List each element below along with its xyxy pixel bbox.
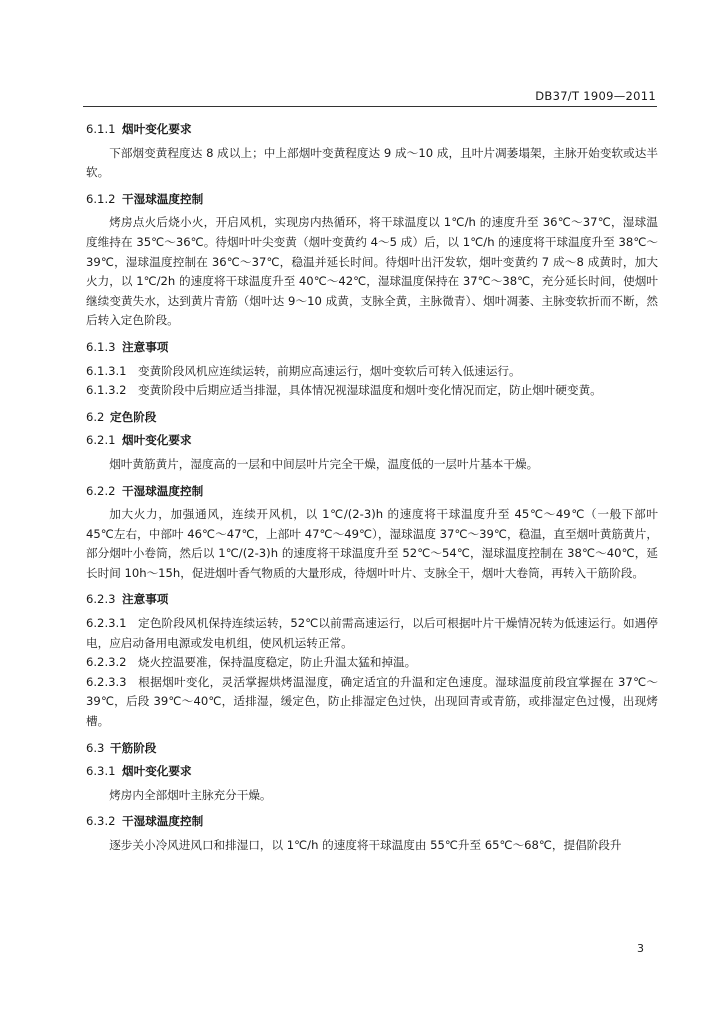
section-heading bbox=[86, 482, 658, 502]
paragraph: 烤房内全部烟叶主脉充分干燥。 bbox=[109, 787, 272, 802]
clause-list bbox=[86, 362, 658, 401]
section-title: 注意事项 bbox=[122, 592, 169, 607]
section-title: 定色阶段 bbox=[110, 409, 157, 424]
section-title: 干湿球温度控制 bbox=[122, 191, 204, 206]
section-number: 6.2.2 bbox=[86, 483, 116, 498]
paragraph: 加大火力，加强通风，连续开风机，以 1℃/(2-3)h 的速度将干球温度升至 45℃～49℃（一般下部叶 45℃左右，中部叶 46℃～47℃，上部叶 47℃～49℃），湿球温度 37℃～39℃，稳温，直至烟叶黄筋黄片，部分烟叶小卷筒，然后以 1℃/(2-3)h 的速度将干球温度升至 52℃～54℃，湿球温度控制在 38℃～40℃，延长时间 10h～15h，促进烟叶香气物质的大量形成，待烟叶叶片、支脉全干，烟叶大卷筒，再转入干筋阶段。 bbox=[86, 507, 658, 580]
paragraph: 下部烟变黄程度达 8 成以上；中上部烟叶变黄程度达 9 成～10 成，且叶片凋萎塌架，主脉开始变软或达半软。 bbox=[86, 145, 658, 180]
section-heading bbox=[86, 762, 658, 782]
header-rule bbox=[83, 106, 657, 107]
section-heading bbox=[86, 408, 658, 428]
section-number: 6.2.1 bbox=[86, 433, 116, 448]
section-title: 干筋阶段 bbox=[110, 740, 157, 755]
section-number: 6.2 bbox=[86, 409, 105, 424]
section-number: 6.3 bbox=[86, 740, 105, 755]
section-heading bbox=[86, 190, 658, 210]
clause-text: 根据烟叶变化，灵活掌握烘烤温湿度，确定适宜的升温和定色速度。湿球温度前段宜掌握在 37℃～39℃，后段 39℃～40℃，适排湿，缓定色，防止排湿定色过快，出现回青或青筋，或排湿定色过慢，出现烤槽。 bbox=[86, 674, 658, 729]
page-number: 3 bbox=[637, 942, 644, 955]
clause-number: 6.1.3.2 bbox=[86, 383, 127, 398]
clause-item bbox=[86, 653, 658, 673]
section-heading bbox=[86, 120, 658, 140]
clause-text: 变黄阶段中后期应适当排湿，具体情况视湿球温度和烟叶变化情况而定，防止烟叶硬变黄。 bbox=[138, 383, 602, 398]
clause-item bbox=[86, 362, 658, 382]
section-number: 6.1.1 bbox=[86, 122, 116, 136]
section-number: 6.2.3 bbox=[86, 592, 116, 607]
section-title: 注意事项 bbox=[122, 339, 169, 354]
section-title: 烟叶变化要求 bbox=[122, 764, 192, 779]
section-heading bbox=[86, 338, 658, 358]
section-heading bbox=[86, 812, 658, 832]
document-code: DB37/T 1909—2011 bbox=[535, 89, 656, 103]
clause-item bbox=[86, 673, 658, 732]
section-heading bbox=[86, 590, 658, 610]
section-title: 烟叶变化要求 bbox=[122, 433, 192, 448]
clause-number: 6.1.3.1 bbox=[86, 363, 127, 378]
section-title: 干湿球温度控制 bbox=[122, 814, 204, 829]
section-title: 烟叶变化要求 bbox=[122, 122, 192, 136]
paragraph: 烟叶黄筋黄片，湿度高的一层和中间层叶片完全干燥，温度低的一层叶片基本干燥。 bbox=[109, 456, 539, 471]
clause-number: 6.2.3.3 bbox=[86, 674, 127, 689]
section-number: 6.1.3 bbox=[86, 339, 116, 354]
clause-number: 6.2.3.2 bbox=[86, 655, 127, 670]
clause-list bbox=[86, 614, 658, 732]
section-number: 6.3.1 bbox=[86, 764, 116, 779]
clause-number: 6.2.3.1 bbox=[86, 616, 127, 631]
clause-text: 变黄阶段风机应连续运转，前期应高速运行，烟叶变软后可转入低速运行。 bbox=[138, 363, 521, 378]
clause-item bbox=[86, 381, 658, 401]
clause-text: 定色阶段风机保持连续运转，52℃以前需高速运行，以后可根据叶片干燥情况转为低速运行。如遇停电，应启动备用电源或发电机组，使风机运转正常。 bbox=[86, 616, 658, 650]
clause-text: 烧火控温要准，保持温度稳定，防止升温太猛和掉温。 bbox=[138, 655, 417, 670]
document-body bbox=[86, 118, 658, 863]
section-heading bbox=[86, 739, 658, 759]
section-title: 干湿球温度控制 bbox=[122, 483, 204, 498]
paragraph: 烤房点火后烧小火，开启风机，实现房内热循环，将干球温度以 1℃/h 的速度升至 36℃～37℃，湿球温度维持在 35℃～36℃。待烟叶叶尖变黄（烟叶变黄约 4～5 成）后，以 1℃/h 的速度将干球温度升至 38℃～39℃，湿球温度控制在 36℃～37℃，稳温并延长时间。待烟叶出汗发软，烟叶变黄约 7 成～8 成黄时，加大火力，以 1℃/2h 的速度将干球温度升至 40℃～42℃，湿球温度保持在 37℃～38℃，充分延长时间，使烟叶继续变黄失水，达到黄片青筋（烟叶达 9～10 成黄，支脉全黄，主脉微青）、烟叶凋萎、主脉变软折而不断，然后转入定色阶段。 bbox=[86, 215, 658, 328]
paragraph: 逐步关小冷风进风口和排湿口，以 1℃/h 的速度将干球温度由 55℃升至 65℃～68℃，提倡阶段升 bbox=[109, 838, 622, 852]
section-number: 6.3.2 bbox=[86, 814, 116, 829]
section-heading bbox=[86, 431, 658, 451]
clause-item bbox=[86, 614, 658, 653]
section-number: 6.1.2 bbox=[86, 191, 116, 206]
